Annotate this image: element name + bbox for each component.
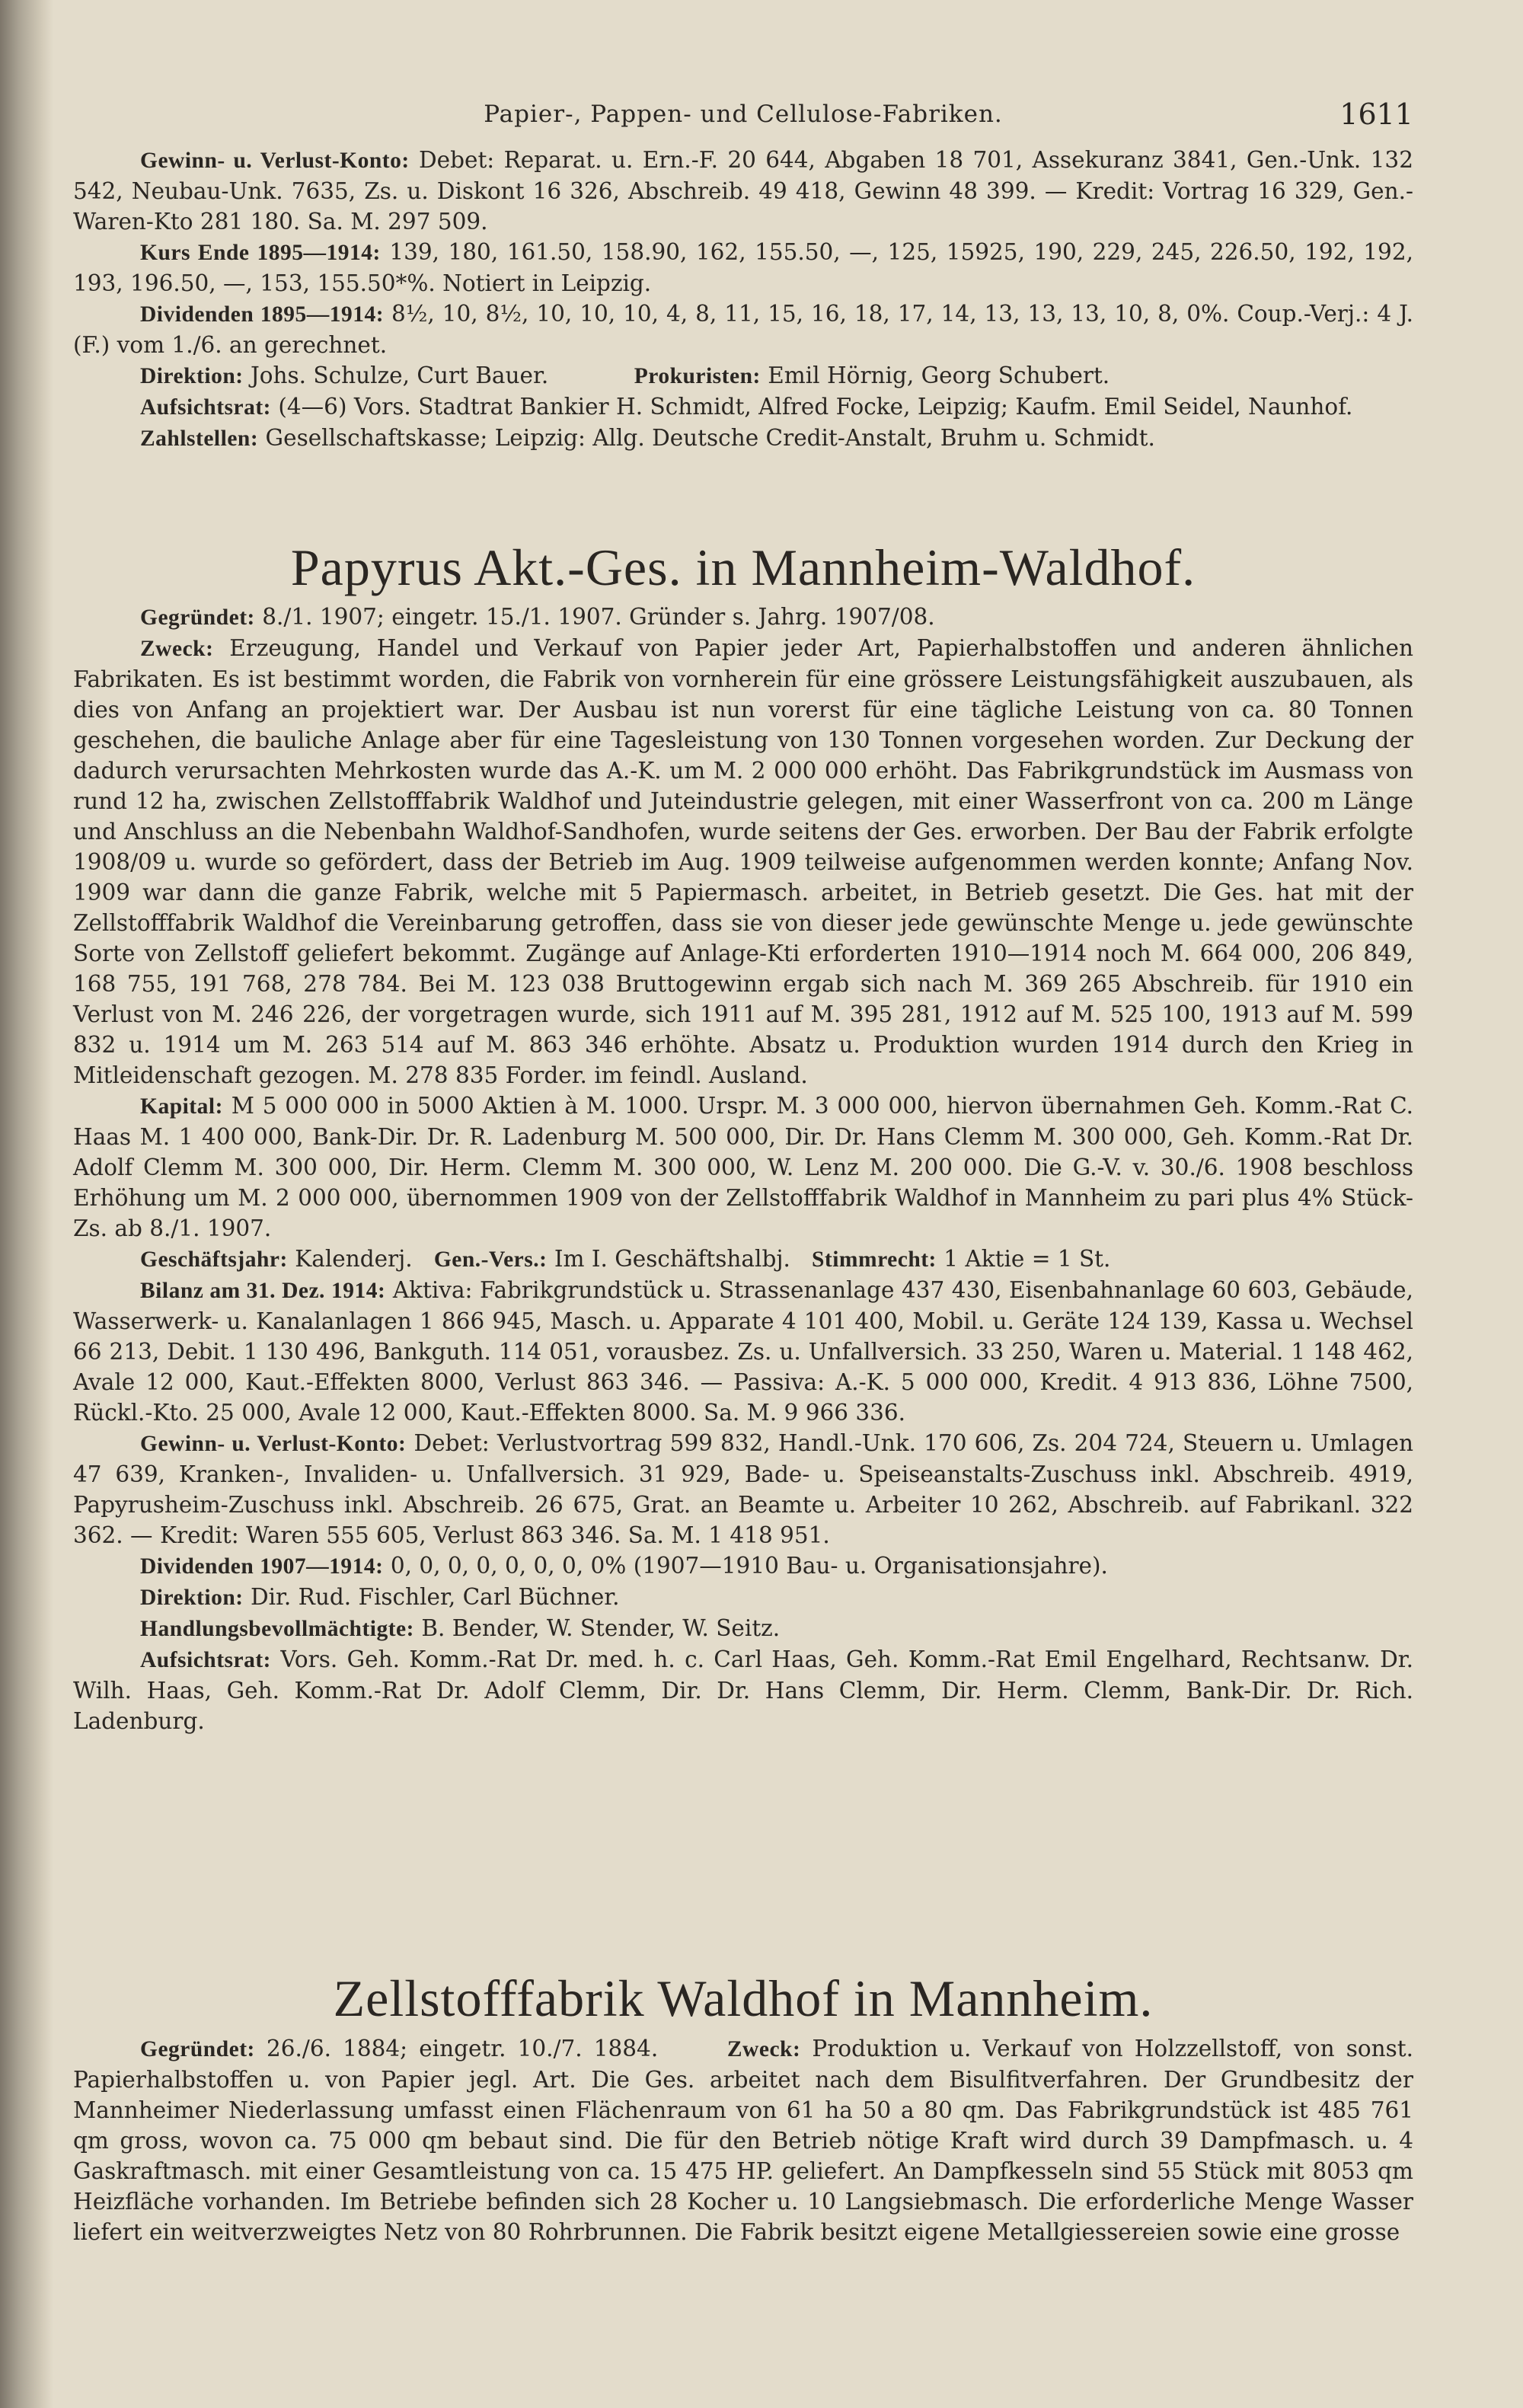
gegruendet-paragraph bbox=[73, 602, 1413, 633]
field-text: Emil Hörnig, Georg Schubert. bbox=[768, 362, 1110, 388]
dividenden-paragraph bbox=[73, 299, 1413, 360]
field-text: 26./6. 1884; eingetr. 10./7. 1884. bbox=[266, 2036, 659, 2061]
field-text: Produktion u. Verkauf von Holzzellstoff, von sonst. Papierhalbstoffen u. von Papier jegl. Art. Die Ges. arbeitet nach dem Bisulfitverfahren. Der Grundbesitz der Mannheimer Niederlassung umfasst einen Flächenraum von 61 ha 50 a 80 qm. Das Fabrikgrundstück ist 485 761 qm gross, wovon ca. 75 000 qm bebaut sind. Die für den Betrieb nötige Kraft wird durch 39 Dampfmasch. u. 4 Gaskraftmasch. mit einer Gesamtleistung von ca. 15 475 HP. geliefert. An Dampfkesseln sind 55 Stück mit 8053 qm Heizfläche vorhanden. Im Betriebe befinden sich 28 Kocher u. 10 Langsiebmasch. Die erforderliche Menge Wasser liefert ein weitverzweigtes Netz von 80 Rohrbrunnen. Die Fabrik besitzt eigene Metallgiessereien sowie eine grosse bbox=[73, 2036, 1413, 2245]
field-label: Bilanz am 31. Dez. 1914: bbox=[140, 1279, 386, 1303]
field-text: M 5 000 000 in 5000 Aktien à M. 1000. Urspr. M. 3 000 000, hiervon übernahmen Geh. Komm.-Rat C. Haas M. 1 400 000, Bank-Dir. Dr. R. Ladenburg M. 500 000, Dir. Dr. Hans Clemm M. 300 000, Geh. Komm.-Rat Dr. Adolf Clemm M. 300 000, Dir. Herm. Clemm M. 300 000, W. Lenz M. 200 000. Die G.-V. v. 30./6. 1908 beschloss Erhöhung um M. 2 000 000, übernommen 1909 von der Zellstofffabrik Waldhof in Mannheim zu pari plus 4% Stück-Zs. ab 8./1. 1907. bbox=[73, 1093, 1413, 1241]
zweck-paragraph bbox=[73, 633, 1413, 1091]
company-title: Papyrus Akt.-Ges. in Mannheim-Waldhof. bbox=[290, 538, 1196, 596]
field-label: Dividenden 1895—1914: bbox=[140, 302, 385, 327]
header-title: Papier-, Pappen- und Cellulose-Fabriken. bbox=[484, 101, 1003, 128]
previous-company-section bbox=[73, 145, 1413, 454]
field-text: B. Bender, W. Stender, W. Seitz. bbox=[421, 1615, 781, 1641]
field-label: Zahlstellen: bbox=[140, 426, 259, 451]
field-label: Kapital: bbox=[140, 1094, 223, 1119]
field-text: 0, 0, 0, 0, 0, 0, 0, 0% (1907—1910 Bau- u. Organisationsjahre). bbox=[390, 1553, 1108, 1579]
field-text: Debet: Reparat. u. Ern.-F. 20 644, Abgaben 18 701, Assekuranz 3841, Gen.-Unk. 132 542, Neubau-Unk. 7635, Zs. u. Diskont 16 326, Abschreib. 49 418, Gewinn 48 399. — Kredit: Vortrag 16 329, Gen.-Waren-Kto 281 180. Sa. M. 297 509. bbox=[73, 147, 1413, 235]
field-label: Gewinn- u. Verlust-Konto: bbox=[140, 149, 410, 173]
field-label: Gegründet: bbox=[140, 2037, 255, 2061]
aufsichtsrat-paragraph bbox=[73, 1644, 1413, 1736]
field-text: Aktiva: Fabrikgrundstück u. Strassenanlage 437 430, Eisenbahnanlage 60 603, Gebäude, Wasserwerk- u. Kanalanlagen 1 866 945, Masch. u. Apparate 4 101 400, Mobil. u. Geräte 124 139, Kassa u. Wechsel 66 213, Debit. 1 130 496, Bankguth. 114 051, vorausbez. Zs. u. Unfallversich. 33 250, Waren u. Material. 1 148 462, Avale 12 000, Kaut.-Effekten 8000, Verlust 863 346. — Passiva: A.-K. 5 000 000, Kredit. 4 913 836, Löhne 7500, Rückl.-Kto. 25 000, Avale 12 000, Kaut.-Effekten 8000. Sa. M. 9 966 336. bbox=[73, 1277, 1413, 1426]
page-edge-shadow bbox=[0, 0, 53, 2408]
zellstoff-heading bbox=[73, 1969, 1413, 2029]
field-text: Erzeugung, Handel und Verkauf von Papier jeder Art, Papierhalbstoffen und anderen ähnlichen Fabrikaten. Es ist bestimmt worden, die Fabrik von vornherein für eine grössere Leistungsfähigkeit auszubauen, als dies von Anfang an projektiert war. Der Ausbau ist nun vorerst für eine tägliche Leistung von ca. 80 Tonnen geschehen, die bauliche Anlage aber für eine Tagesleistung von 130 Tonnen vorgesehen worden. Zur Deckung der dadurch verursachten Mehrkosten wurde das A.-K. um M. 2 000 000 erhöht. Das Fabrikgrundstück im Ausmass von rund 12 ha, zwischen Zellstofffabrik Waldhof und Juteindustrie gelegen, mit einer Wasserfront von ca. 200 m Länge und Anschluss an die Nebenbahn Waldhof-Sandhofen, wurde seitens der Ges. erworben. Der Bau der Fabrik erfolgte 1908/09 u. wurde so gefördert, dass der Betrieb im Aug. 1909 teilweise aufgenommen werden konnte; Anfang Nov. 1909 war dann die ganze Fabrik, welche mit 5 Papiermasch. arbeitet, in Betrieb gesetzt. Die Ges. hat mit der Zellstofffabrik Waldhof die Vereinbarung getroffen, dass sie von dieser jede gewünschte Menge u. jede gewünschte Sorte von Zellstoff geliefert bekommt. Zugänge auf Anlage-Kti erforderten 1910—1914 noch M. 664 000, 206 849, 168 755, 191 768, 278 784. Bei M. 123 038 Bruttogewinn ergab sich nach M. 369 265 Abschreib. für 1910 ein Verlust von M. 246 226, der vorgetragen wurde, sich 1911 auf M. 395 281, 1912 auf M. 525 100, 1913 auf M. 599 832 u. 1914 um M. 263 514 auf M. 863 346 erhöhte. Absatz u. Produktion wurden 1914 durch den Krieg in Mitleidenschaft gezogen. M. 278 835 Forder. im feindl. Ausland. bbox=[73, 635, 1413, 1088]
gegruendet-zweck-paragraph bbox=[73, 2033, 1413, 2247]
field-label: Direktion: bbox=[140, 364, 244, 388]
field-text: Vors. Geh. Komm.-Rat Dr. med. h. c. Carl Haas, Geh. Komm.-Rat Emil Engelhard, Rechtsanw. Dr. Wilh. Haas, Geh. Komm.-Rat Dr. Adolf Clemm, Dir. Dr. Hans Clemm, Dir. Herm. Clemm, Bank-Dir. Dr. Rich. Ladenburg. bbox=[73, 1646, 1413, 1734]
field-label: Zweck: bbox=[726, 2037, 801, 2061]
field-text: 1 Aktie = 1 St. bbox=[943, 1246, 1111, 1272]
field-label: Gen.-Vers.: bbox=[433, 1247, 548, 1272]
field-label: Geschäftsjahr: bbox=[140, 1247, 288, 1272]
field-text: 139, 180, 161.50, 158.90, 162, 155.50, —, 125, 15925, 190, 229, 245, 226.50, 192, 192, 193, 196.50, —, 153, 155.50*%. Notiert in Leipzig. bbox=[73, 239, 1413, 296]
field-label: Kurs Ende 1895—1914: bbox=[140, 241, 381, 265]
document-page bbox=[73, 0, 1413, 2408]
field-label: Gegründet: bbox=[140, 605, 255, 630]
field-label: Aufsichtsrat: bbox=[140, 395, 272, 420]
field-label: Zweck: bbox=[140, 637, 214, 661]
dividenden-paragraph bbox=[73, 1551, 1413, 1582]
field-text: Kalenderj. bbox=[295, 1246, 413, 1272]
kurs-paragraph bbox=[73, 237, 1413, 299]
handlungsbevollmaechtigte-paragraph bbox=[73, 1613, 1413, 1644]
aufsichtsrat-paragraph bbox=[73, 391, 1413, 423]
field-label: Stimmrecht: bbox=[812, 1247, 937, 1272]
field-text: Gesellschaftskasse; Leipzig: Allg. Deutsche Credit-Anstalt, Bruhm u. Schmidt. bbox=[265, 425, 1155, 451]
field-label: Aufsichtsrat: bbox=[140, 1648, 272, 1672]
papyrus-heading bbox=[73, 538, 1413, 598]
page-number: 1611 bbox=[1339, 97, 1413, 131]
zellstoff-section bbox=[73, 2033, 1413, 2247]
field-text: Im I. Geschäftshalbj. bbox=[554, 1246, 790, 1272]
field-label: Prokuristen: bbox=[634, 364, 761, 388]
field-text: 8./1. 1907; eingetr. 15./1. 1907. Gründer s. Jahrg. 1907/08. bbox=[262, 604, 935, 630]
field-text: Johs. Schulze, Curt Bauer. bbox=[250, 362, 549, 388]
field-text: 8½, 10, 8½, 10, 10, 10, 4, 8, 11, 15, 16, 18, 17, 14, 13, 13, 13, 10, 8, 0%. Coup.-Verj.: 4 J. (F.) vom 1./6. an gerechnet. bbox=[73, 301, 1413, 358]
field-text: (4—6) Vors. Stadtrat Bankier H. Schmidt, Alfred Focke, Leipzig; Kaufm. Emil Seidel, Naunhof. bbox=[278, 394, 1353, 420]
field-label: Gewinn- u. Verlust-Konto: bbox=[140, 1432, 407, 1456]
gewinn-verlust-paragraph bbox=[73, 1428, 1413, 1551]
field-label: Dividenden 1907—1914: bbox=[140, 1554, 384, 1579]
field-label: Direktion: bbox=[140, 1586, 244, 1610]
field-text: Dir. Rud. Fischler, Carl Büchner. bbox=[250, 1584, 620, 1610]
direktion-paragraph bbox=[73, 360, 1413, 391]
direktion-paragraph bbox=[73, 1582, 1413, 1613]
field-text: Debet: Verlustvortrag 599 832, Handl.-Unk. 170 606, Zs. 204 724, Steuern u. Umlagen 47 639, Kranken-, Invaliden- u. Unfallversich. 31 929, Bade- u. Speiseanstalts-Zuschuss inkl. Abschreib. 4919, Papyrusheim-Zuschuss inkl. Abschreib. 26 675, Grat. an Beamte u. Arbeiter 10 262, Abschreib. auf Fabrikanl. 322 362. — Kredit: Waren 555 605, Verlust 863 346. Sa. M. 1 418 951. bbox=[73, 1430, 1413, 1548]
company-title: Zellstofffabrik Waldhof in Mannheim. bbox=[333, 1969, 1154, 2027]
kapital-paragraph bbox=[73, 1091, 1413, 1244]
geschaeftsjahr-paragraph bbox=[73, 1244, 1413, 1275]
zahlstellen-paragraph bbox=[73, 423, 1413, 454]
bilanz-paragraph bbox=[73, 1275, 1413, 1428]
papyrus-section bbox=[73, 602, 1413, 1736]
running-header bbox=[73, 97, 1413, 134]
field-label: Handlungsbevollmächtigte: bbox=[140, 1617, 414, 1641]
gewinn-verlust-paragraph bbox=[73, 145, 1413, 237]
